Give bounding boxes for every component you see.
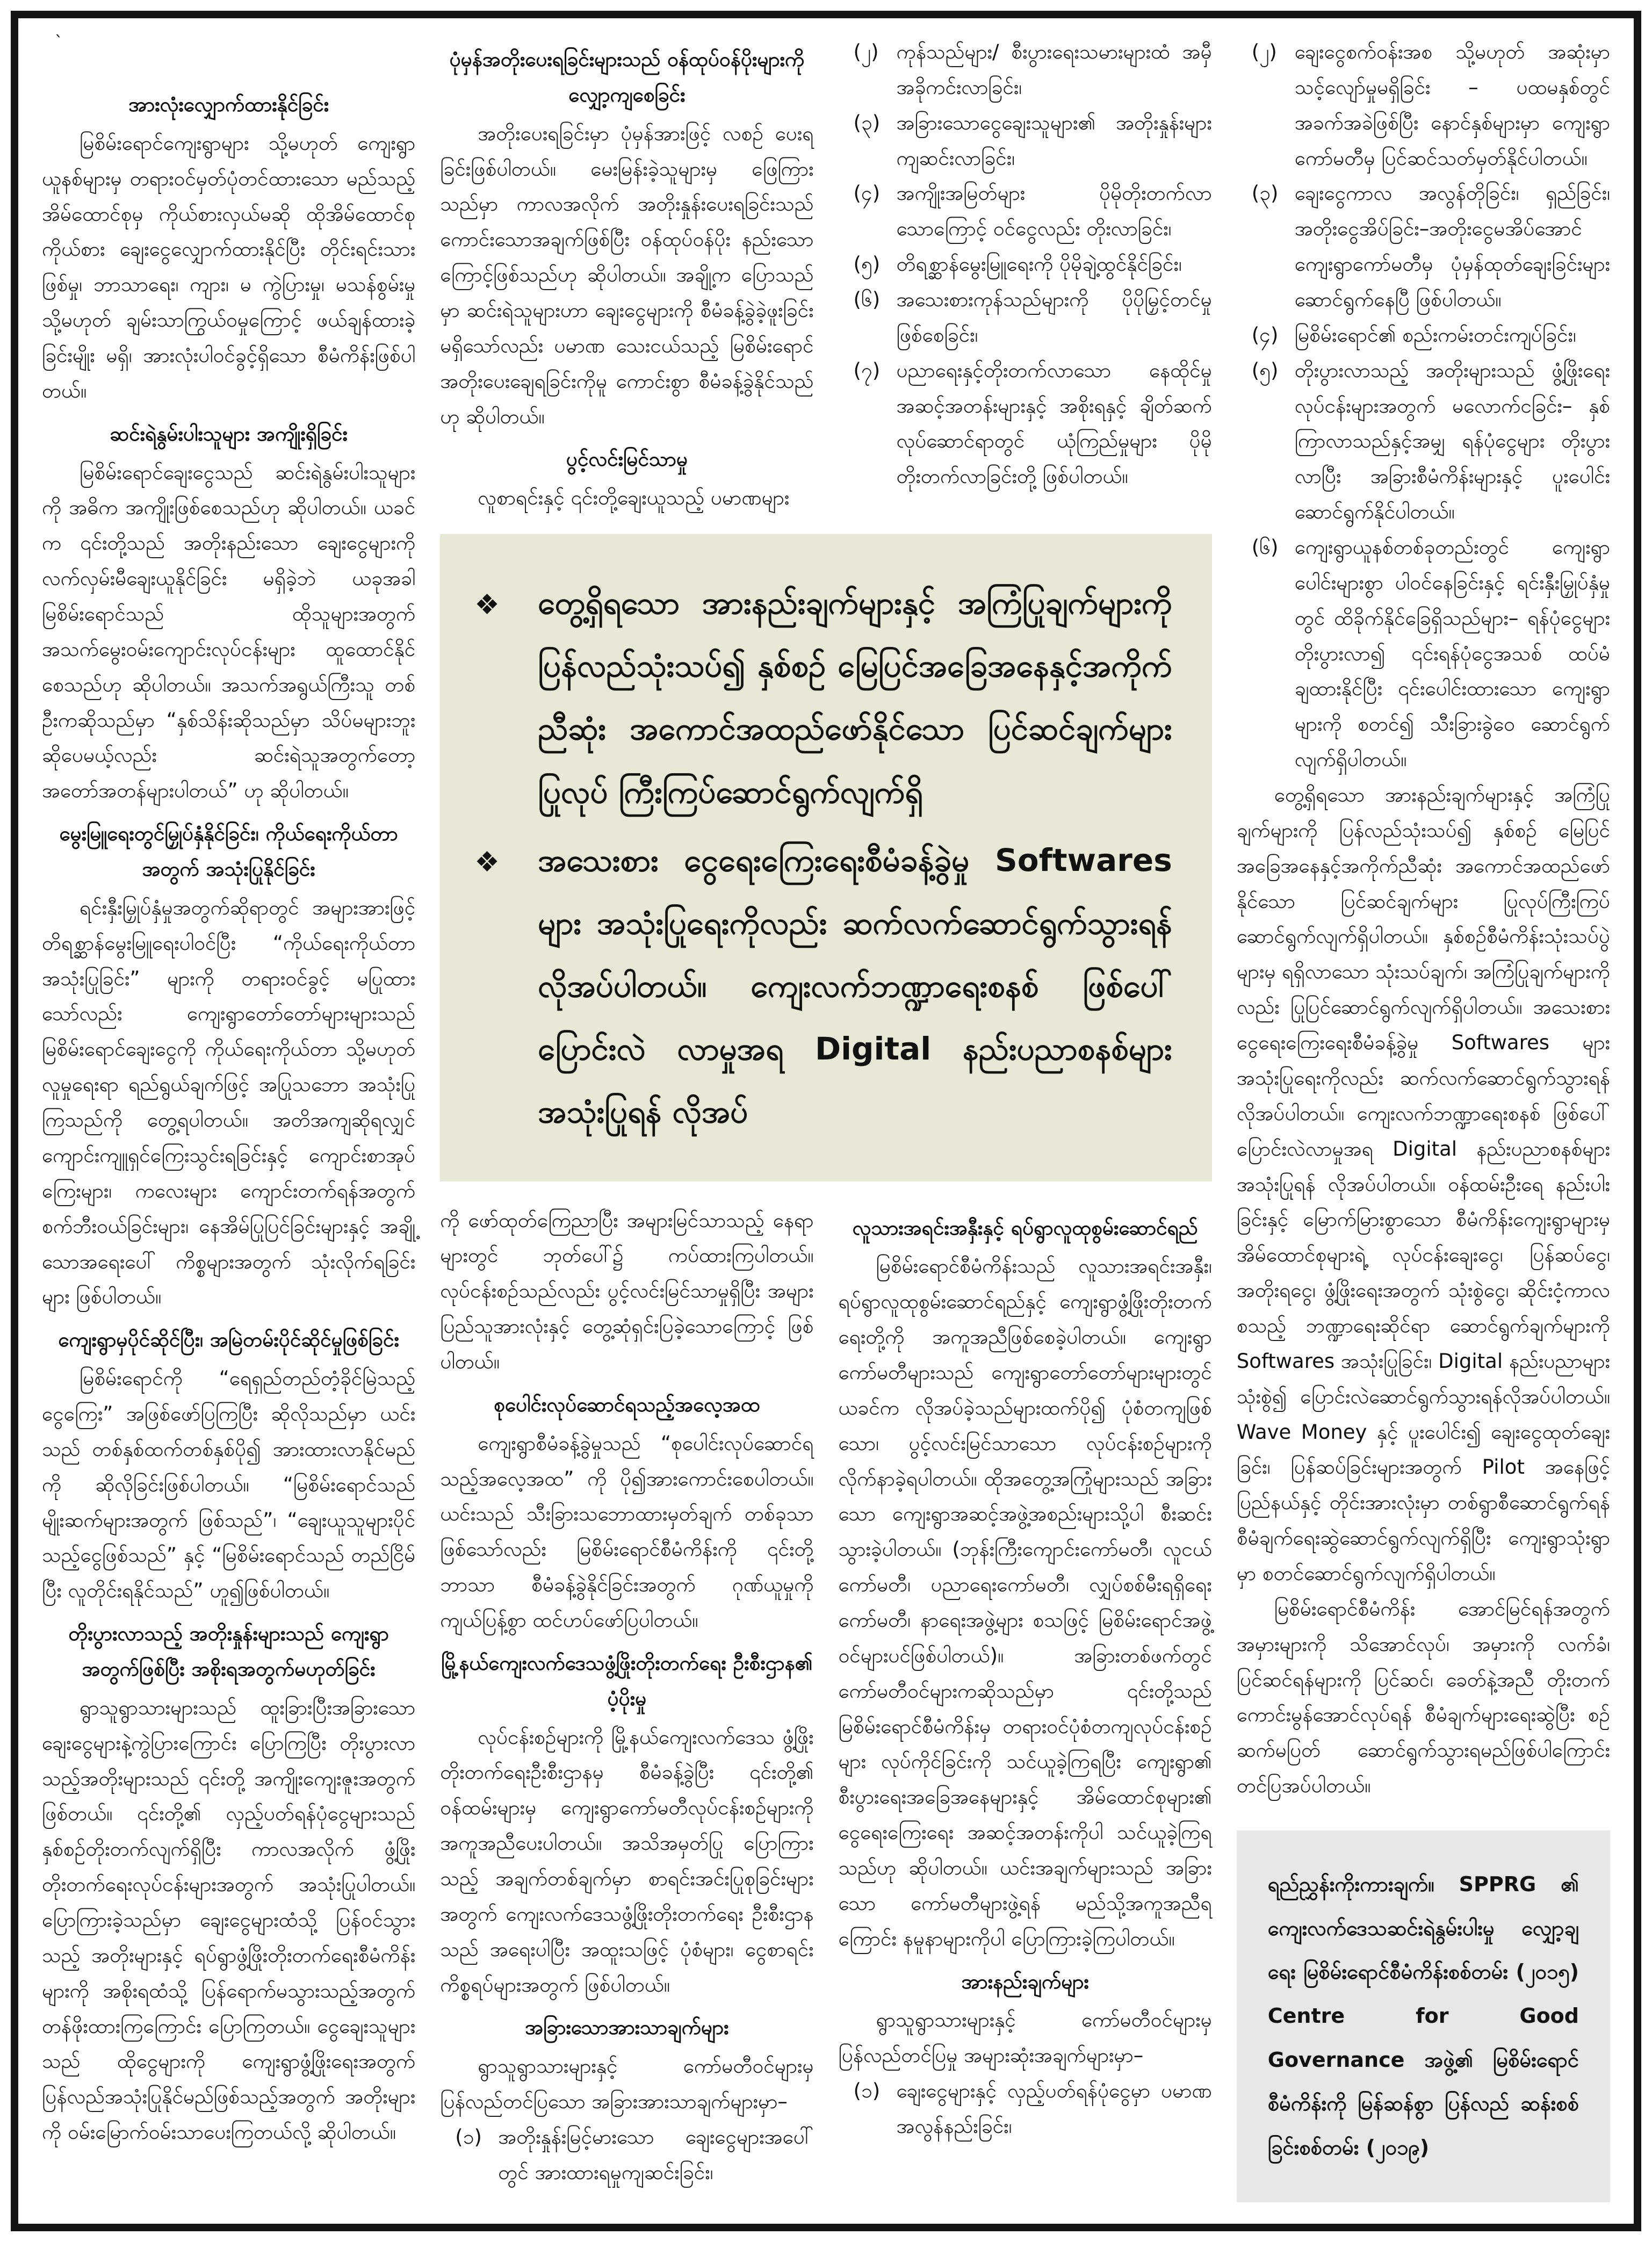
- paragraph: လူစာရင်းနှင့် ၎င်းတို့ချေးယူသည့် ပမာဏများ: [478, 486, 790, 510]
- section-heading: ပုံမှန်အတိုးပေးရခြင်းများသည် ဝန်ထုပ်ဝန်ပိုးများကို လျှော့ကျစေခြင်း: [449, 48, 805, 106]
- list-item-number: (၁): [455, 2125, 482, 2149]
- list-item-text: ချေးငွေကာလ အလွန်တိုခြင်း၊ ရှည်ခြင်း၊ အတိုးငွေအိပ်ခြင်း–အတိုးငွေမအိပ်အောင် ကျေးရွာကော်မတီမှ ပုံမှန်ထုတ်ချေးခြင်းများ ဆောင်ရွက်နေပြီ ဖြစ်ပါတယ်။: [1294, 182, 1610, 312]
- list-item-number: (၂): [1251, 40, 1277, 63]
- list-item: [1237, 530, 1610, 777]
- list-item: [839, 176, 1212, 247]
- section-heading: ဆင်းရဲနွမ်းပါးသူများ အကျိုးရှိခြင်း: [110, 422, 348, 445]
- paragraph: ရွာသူရွာသားများနှင့် ကော်မတီဝင်များမှ ပြန်လည်တင်ပြသော အခြားအားသာချက်များမှာ–: [440, 2054, 814, 2114]
- list-item-number: (၄): [853, 182, 881, 205]
- column-3-bottom: [839, 1203, 1212, 2202]
- list-item-number: (၃): [853, 111, 881, 134]
- list-item: [1237, 318, 1610, 353]
- list-item-text: ကျေးရွာယူနစ်တစ်ခုတည်းတွင် ကျေးရွာပေါင်းများစွာ ပါဝင်နေခြင်းနှင့် ရင်းနှီးမြှုပ်နှံမှုတွင် ထိခိုက်နိုင်ခြေရှိသည်များ– ရန်ပုံငွေများ တိုးပွားလာ၍ ၎င်းရန်ပုံငွေအသစ် ထပ်မံချထားနိုင်ပြီး ၎င်းပေါင်းထားသော ကျေးရွာများကို စတင်၍ သီးခြားခွဲဝေ ဆောင်ရွက်လျက်ရှိပါတယ်။: [1294, 536, 1610, 772]
- list-item-number: (၄): [1251, 323, 1279, 347]
- list-item: [839, 353, 1212, 494]
- list-item: [839, 247, 1212, 282]
- paragraph: မြစိမ်းရောင်ကျေးရွာများ သို့မဟုတ် ကျေးရွာယူနစ်များမှ တရားဝင်မှတ်ပုံတင်ထားသော မည်သည့်အိမ်ထောင်စုမှ ကိုယ်စားလှယ်မဆို ထိုအိမ်ထောင်စုကိုယ်စား ချေးငွေလျှောက်ထားနိုင်ပြီး တိုင်းရင်းသားဖြစ်မှု၊ ဘာသာရေး၊ ကျား၊ မ ကွဲပြားမှု၊ မသန်စွမ်းမှု သို့မဟုတ် ချမ်းသာကြွယ်ဝမှုကြောင့် ဖယ်ချန်ထားခဲ့ခြင်းမျိုး မရှိ၊ အားလုံးပါဝင်ခွင့်ရှိသော စီမံကိန်းဖြစ်ပါတယ်။: [42, 131, 416, 402]
- column-2-top: [440, 34, 813, 516]
- diamond-bullet-icon: ❖: [474, 589, 500, 622]
- newspaper-page: [11, 11, 1641, 2231]
- list-item: [1237, 176, 1610, 317]
- list-item-text: အသေးစားကုန်သည်များကို ပိုပိုမြှင့်တင်မှု ဖြစ်စေခြင်း၊: [896, 288, 1212, 347]
- list-item: [1237, 34, 1610, 176]
- section-heading: ပွင့်လင်းမြင်သာမှု: [566, 448, 688, 471]
- section-heading: လူသားအရင်းအနှီးနှင့် ရပ်ရွာလူထုစွမ်းဆောင်ရည်: [852, 1216, 1198, 1239]
- list-item-number: (၆): [853, 288, 881, 312]
- section-heading: အခြားသောအားသာချက်များ: [525, 2016, 729, 2039]
- column-4: [1237, 34, 1610, 2202]
- section-heading: တိုးပွားလာသည့် အတိုးနှုန်းများသည် ကျေးရွာအတွက်ဖြစ်ပြီး အစိုးရအတွက်မဟုတ်ခြင်း: [68, 1622, 389, 1681]
- four-column-layout: [42, 34, 1610, 2202]
- list-item: [1237, 353, 1610, 530]
- list-item-text: ချေးငွေများနှင့် လှည့်ပတ်ရန်ပုံငွေမှာ ပမာဏအလွန်နည်းခြင်း၊: [896, 2079, 1212, 2138]
- diamond-bullet-icon: ❖: [474, 846, 500, 878]
- list-item-number: (၅): [853, 253, 881, 276]
- list-item: [839, 2073, 1212, 2144]
- paragraph: အတိုးပေးရခြင်းမှာ ပုံမှန်အားဖြင့် လစဉ် ပေးရခြင်းဖြစ်ပါတယ်။ မေးမြန်းခဲ့သူများမှ ဖြေကြားသည်မှာ ကာလအလိုက် အတိုးနှုန်းပေးရခြင်းသည် ကောင်းသောအချက်ဖြစ်ပြီး ဝန်ထုပ်ဝန်ပိုး နည်းသောကြောင့်ဖြစ်သည်ဟု ဆိုပါတယ်။ အချို့က ပြောသည်မှာ ဆင်းရဲသူများဟာ ချေးငွေများကို စီမံခန့်ခွဲခဲ့ဖူးခြင်းမရှိသော်လည်း ပမာဏ သေးငယ်သည့် မြစိမ်းရောင် အတိုးပေးချေရခြင်းကိုမူ ကောင်းစွာ စီမံခန့်ခွဲနိုင်သည်ဟု ဆိုပါတယ်။: [440, 121, 814, 428]
- list-item: [440, 2120, 813, 2190]
- list-item-text: အခြားသောငွေချေးသူများ၏ အတိုးနှုန်းများကျဆင်းလာခြင်း၊: [896, 111, 1212, 170]
- section-heading: မြို့နယ်ကျေးလက်ဒေသဖွံ့ဖြိုးတိုးတက်ရေး ဦးစီးဌာန၏ ပံ့ပိုးမှု: [441, 1651, 813, 1710]
- paragraph: ရွာသူရွာသားများနှင့် ကော်မတီဝင်များမှ ပြန်လည်တင်ပြမှု အများဆုံးအချက်များမှာ–: [838, 2008, 1212, 2067]
- list-item: [839, 105, 1212, 176]
- section-heading: စုပေါင်းလုပ်ဆောင်ရသည့်အလေ့အထ: [494, 1393, 760, 1416]
- section-heading: မွေးမြူရေးတွင်မြှုပ်နှံနိုင်ခြင်း၊ ကိုယ်ရေးကိုယ်တာအတွက် အသုံးပြုနိုင်ခြင်း: [59, 822, 398, 881]
- section-heading: ကျေးရွာမှပိုင်ဆိုင်ပြီး၊ အမြဲတမ်းပိုင်ဆိုင်မှုဖြစ်ခြင်း: [58, 1328, 399, 1352]
- list-item: [839, 282, 1212, 353]
- paragraph-continuation: ကို ဖော်ထုတ်ကြေညာပြီး အများမြင်သာသည့် နေရာများတွင် ဘုတ်ပေါ်၌ ကပ်ထားကြပါတယ်။ လုပ်ငန်းစဉ်သည်လည်း ပွင့်လင်းမြင်သာမှုရှိပြီး အများပြည်သူအားလုံးနှင့် တွေ့ဆုံရှင်းပြခဲ့သောကြောင့် ဖြစ်ပါတယ်။: [440, 1208, 814, 1374]
- column-2-bottom: [440, 1203, 813, 2202]
- box-bullet-text: အသေးစား ငွေရေးကြေးရေးစီမံခန့်ခွဲမှု Softwares များ အသုံးပြုရေးကိုလည်း ဆက်လက်ဆောင်ရွက်သွားရန် လိုအပ်ပါတယ်။ ကျေးလက်ဘဏ္ဍာရေးစနစ် ဖြစ်ပေါ်ပြောင်းလဲ လာမှုအရ Digital နည်းပညာစနစ်များ အသုံးပြုရန် လိုအပ်: [538, 841, 1172, 1130]
- list-item-number: (၁): [853, 2079, 881, 2103]
- paragraph: မြစိမ်းရောင်ချေးငွေသည် ဆင်းရဲနွမ်းပါးသူများကို အဓိက အကျိုးဖြစ်စေသည်ဟု ဆိုပါတယ်။ ယခင်က ၎င်းတို့သည် အတိုးနည်းသော ချေးငွေများကို လက်လှမ်းမီချေးယူနိုင်ခြင်း မရှိခဲ့ဘဲ ယခုအခါမြစိမ်းရောင်သည် ထိုသူများအတွက် အသက်မွေးဝမ်းကျောင်းလုပ်ငန်းများ ထူထောင်နိုင်စေသည်ဟု ဆိုပါတယ်။ အသက်အရွယ်ကြီးသူ တစ်ဦးကဆိုသည်မှာ “နှစ်သိန်းဆိုသည်မှာ သိပ်မများဘူးဆိုပေမယ့်လည်း ဆင်းရဲသူအတွက်တော့ အတော်အတန်များပါတယ်” ဟု ဆိုပါတယ်။: [42, 460, 416, 803]
- highlight-box: [440, 534, 1212, 1181]
- list-item-text: အကျိုးအမြတ်များ ပိုမိုတိုးတက်လာသောကြောင့် ဝင်ငွေလည်း တိုးလာခြင်း၊: [896, 182, 1212, 241]
- box-bullet-item: [474, 829, 1172, 1144]
- list-item-number: (၅): [1251, 358, 1279, 382]
- box-bullet-text: တွေ့ရှိရသော အားနည်းချက်များနှင့် အကြံပြုချက်များကို ပြန်လည်သုံးသပ်၍ နှစ်စဉ် မြေပြင်အခြေအနေနှင့်အကိုက်ညီဆုံး အကောင်အထည်ဖော်နိုင်သော ပြင်ဆင်ချက်များ ပြုလုပ် ကြီးကြပ်ဆောင်ရွက်လျက်ရှိ: [538, 585, 1172, 810]
- column-3-top: [839, 34, 1212, 516]
- list-item-text: ပညာရေးနှင့်တိုးတက်လာသော နေထိုင်မှုအဆင့်အတန်းများနှင့် အစိုးရနှင့် ချိတ်ဆက်လုပ်ဆောင်ရာတွင် ယုံကြည်မှုများ ပိုမိုတိုးတက်လာခြင်းတို့ ဖြစ်ပါတယ်။: [896, 358, 1212, 488]
- list-item-text: မြစိမ်းရောင်၏ စည်းကမ်းတင်းကျပ်ခြင်း၊: [1294, 323, 1576, 347]
- column-4-blocks: [1237, 34, 1610, 1804]
- stray-mark: `: [55, 33, 63, 52]
- list-item-number: (၆): [1251, 536, 1279, 559]
- column-1: [42, 34, 415, 2202]
- paragraph: လုပ်ငန်းစဉ်များကို မြို့နယ်ကျေးလက်ဒေသ ဖွံ့ဖြိုးတိုးတက်ရေးဦးစီးဌာနမှ စီမံခန့်ခွဲပြီး ၎င်းတို့၏ ဝန်ထမ်းများမှ ကျေးရွာကော်မတီလုပ်ငန်းစဉ်များကို အကူအညီပေးပါတယ်။ အသိအမှတ်ပြု ပြောကြားသည့် အချက်တစ်ချက်မှာ စာရင်းအင်းပြုစုခြင်းများအတွက် ကျေးလက်ဒေသဖွံ့ဖြိုးတိုးတက်ရေး ဦးစီးဌာနသည် အရေးပါပြီး အထူးသဖြင့် ပုံစံများ၊ ငွေစာရင်းကိစ္စရပ်များအတွက် ဖြစ်ပါတယ်။: [440, 1725, 814, 1996]
- box-bullet-item: [474, 572, 1172, 824]
- reference-box: ရည်ညွှန်းကိုးကားချက်။ SPPRG ၏ ကျေးလက်ဒေသဆင်းရဲနွမ်းပါးမှု လျှော့ချရေး မြစိမ်းရောင်စီမံကိန်းစစ်တမ်း (၂၀၁၅) Centre for Good Governance အဖွဲ့၏ မြစိမ်းရောင်စီမံကိန်းကို မြန်ဆန်စွာ ပြန်လည် ဆန်းစစ်ခြင်းစစ်တမ်း (၂၀၁၉): [1237, 1830, 1610, 2202]
- list-item-number: (၇): [853, 358, 881, 382]
- section-heading: အားလုံးလျှောက်ထားနိုင်ခြင်း: [128, 93, 329, 116]
- list-item-number: (၃): [1251, 182, 1279, 205]
- paragraph: တွေ့ရှိရသော အားနည်းချက်များနှင့် အကြံပြုချက်များကို ပြန်လည်သုံးသပ်၍ နှစ်စဉ် မြေပြင်အခြေအနေနှင့်အကိုက်ညီဆုံး အကောင်အထည်ဖော်နိုင်သော ပြင်ဆင်ချက်များ ပြုလုပ်ကြီးကြပ်ဆောင်ရွက်လျက်ရှိပါတယ်။ နှစ်စဉ်စီမံကိန်းသုံးသပ်ပွဲများမှ ရရှိလာသော သုံးသပ်ချက်၊ အကြံပြုချက်များကိုလည်း ပြုပြင်ဆောင်ရွက်လျက်ရှိပါတယ်။ အသေးစား ငွေရေးကြေးရေးစီမံခန့်ခွဲမှု Softwares များအသုံးပြုရေးကိုလည်း ဆက်လက်ဆောင်ရွက်သွားရန် လိုအပ်ပါတယ်။ ကျေးလက်ဘဏ္ဍာရေးစနစ် ဖြစ်ပေါ်ပြောင်းလဲလာမှုအရ Digital နည်းပညာစနစ်များ အသုံးပြုရန် လိုအပ်ပါတယ်။ ဝန်ထမ်းဦးရေ နည်းပါးခြင်းနှင့် မြောက်မြားစွာသော စီမံကိန်းကျေးရွာများမှ အိမ်ထောင်စုများရဲ့ လုပ်ငန်းချေးငွေ၊ ပြန်ဆပ်ငွေ၊ အတိုးရငွေ၊ ဖွံ့ဖြိုးရေးအတွက် သုံးစွဲငွေ၊ ဆိုင်းငံ့ကာလ စသည့် ဘဏ္ဍာရေးဆိုင်ရာ ဆောင်ရွက်ချက်များကို Softwares အသုံးပြုခြင်း၊ Digital နည်းပညာများသုံးစွဲ၍ ပြောင်းလဲဆောင်ရွက်သွားရန်လိုအပ်ပါတယ်။ Wave Money နှင့် ပူးပေါင်း၍ ချေးငွေထုတ်ချေးခြင်း၊ ပြန်ဆပ်ခြင်းများအတွက် Pilot အနေဖြင့် ပြည်နယ်နှင့် တိုင်းအားလုံးမှာ တစ်ရွာစီဆောင်ရွက်ရန် စီမံချက်ရေးဆွဲဆောင်ရွက်လျက်ရှိပြီး ကျေးရွာသုံးရွာမှာ စတင်ဆောင်ရွက်လျက်ရှိပါတယ်။: [1236, 783, 1610, 1585]
- list-item: [839, 34, 1212, 105]
- paragraph: မြစိမ်းရောင်စီမံကိန်းသည် လူသားအရင်းအနှီး၊ ရပ်ရွာလူထုစွမ်းဆောင်ရည်နှင့် ကျေးရွာဖွံ့ဖြိုးတိုးတက်ရေးတို့ကို အကူအညီဖြစ်စေခဲ့ပါတယ်။ ကျေးရွာကော်မတီများသည် ကျေးရွာတော်တော်များများတွင် ယခင်က လိုအပ်ခဲ့သည်များထက်ပို၍ ပုံစံတကျဖြစ်သော၊ ပွင့်လင်းမြင်သာသော လုပ်ငန်းစဉ်များကို လိုက်နာခဲ့ရပါတယ်။ ထိုအတွေ့အကြုံများသည် အခြားသော ကျေးရွာအဆင့်အဖွဲ့အစည်းများသို့ပါ စီးဆင်းသွားခဲ့ပါတယ်။ (ဘုန်းကြီးကျောင်းကော်မတီ၊ လူငယ်ကော်မတီ၊ ပညာရေးကော်မတီ၊ လျှပ်စစ်မီးရရှိရေးကော်မတီ၊ နာရေးအဖွဲ့များ စသဖြင့် မြစိမ်းရောင်အဖွဲ့ဝင်များပင်ဖြစ်ပါတယ်)။ အခြားတစ်ဖက်တွင် ကော်မတီဝင်များကဆိုသည်မှာ ၎င်းတို့သည် မြစိမ်းရောင်စီမံကိန်းမှ တရားဝင်ပုံစံတကျလုပ်ငန်းစဉ်များ လုပ်ကိုင်ခြင်းကို သင်ယူခဲ့ကြရပြီး ကျေးရွာ၏ စီးပွားရေးအခြေအနေများနှင့် အိမ်ထောင်စုများ၏ ငွေရေးကြေးရေး အဆင့်အတန်းကိုပါ သင်ယူခဲ့ကြရသည်ဟု ဆိုပါတယ်။ ယင်းအချက်များသည် အခြားသော ကော်မတီများဖွဲ့ရန် မည်သို့အကူအညီရကြောင်း နမူနာများကိုပါ ပြောကြားခဲ့ကြပါတယ်။: [838, 1255, 1212, 1950]
- list-item-text: အတိုးနှုန်းမြင့်မားသော ချေးငွေများအပေါ်တွင် အားထားရမှုကျဆင်းခြင်း၊: [498, 2125, 814, 2184]
- list-item-number: (၂): [853, 40, 879, 63]
- list-item-text: တိုးပွားလာသည့် အတိုးများသည် ဖွံ့ဖြိုးရေးလုပ်ငန်းများအတွက် မလောက်ငခြင်း– နှစ်ကြာလာသည်နှင့်အမျှ ရန်ပုံငွေများ တိုးပွားလာပြီး အခြားစီမံကိန်းများနှင့် ပူးပေါင်းဆောင်ရွက်နိုင်ပါတယ်။: [1294, 358, 1610, 524]
- list-item-text: ကုန်သည်များ/ စီးပွားရေးသမားများထံ အမှီအခိုကင်းလာခြင်း၊: [896, 40, 1212, 99]
- paragraph: ရင်းနှီးမြှုပ်နှံမှုအတွက်ဆိုရာတွင် အများအားဖြင့် တိရစ္ဆာန်မွေးမြူရေးပါဝင်ပြီး “ကိုယ်ရေးကိုယ်တာအသုံးပြုခြင်း” များကို တရားဝင်ခွင့် မပြုထားသော်လည်း ကျေးရွာတော်တော်များများသည် မြစိမ်းရောင်ချေးငွေကို ကိုယ်ရေးကိုယ်တာ သို့မဟုတ် လူမှုရေးရာ ရည်ရွယ်ချက်ဖြင့် အပြုသဘော အသုံးပြုကြသည်ကို တွေ့ရပါတယ်။ အတိအကျဆိုရလျှင် ကျောင်းကျူရှင်ကြေးသွင်းရခြင်းနှင့် ကျောင်းစာအုပ်ကြေးများ၊ ကလေးများ ကျောင်းတက်ရန်အတွက် စက်ဘီးဝယ်ခြင်းများ၊ နေအိမ်ပြုပြင်ခြင်းများနှင့် အချို့သောအရေးပေါ် ကိစ္စများအတွက် သုံးလိုက်ရခြင်းများ ဖြစ်ပါတယ်။: [42, 896, 416, 1309]
- paragraph: ရွာသူရွာသားများသည် ထူးခြားပြီးအခြားသော ချေးငွေများနဲ့ကွဲပြားကြောင်း ပြောကြပြီး တိုးပွားလာသည့်အတိုးများသည် ၎င်းတို့ အကျိုးကျေးဇူးအတွက် ဖြစ်တယ်။ ၎င်းတို့၏ လှည့်ပတ်ရန်ပုံငွေများသည် နှစ်စဉ်တိုးတက်လျက်ရှိပြီး ကာလအလိုက် ဖွံ့ဖြိုးတိုးတက်ရေးလုပ်ငန်းများအတွက် အသုံးပြုပါတယ်။ ပြောကြားခဲ့သည်မှာ ချေးငွေများထံသို့ ပြန်ဝင်သွားသည့် အတိုးများနှင့် ရပ်ရွာဖွံ့ဖြိုးတိုးတက်ရေးစီမံကိန်းများကို အစိုးရထံသို့ ပြန်ရောက်မသွားသည့်အတွက် တန်ဖိုးထားကြကြောင်း ပြောကြတယ်။ ငွေချေးသူများသည် ထိုငွေများကို ကျေးရွာဖွံ့ဖြိုးရေးအတွက် ပြန်လည်အသုံးပြုနိုင်မည်ဖြစ်သည့်အတွက် အတိုးများကို ဝမ်းမြောက်ဝမ်းသာပေးကြတယ်လို့ ဆိုပါတယ်။: [42, 1696, 416, 2144]
- section-heading: အားနည်းချက်များ: [961, 1970, 1089, 1993]
- paragraph: မြစိမ်းရောင်ကို “ရေရှည်တည်တံ့ခိုင်မြဲသည့် ငွေကြေး” အဖြစ်ဖော်ပြကြပြီး ဆိုလိုသည်မှာ ယင်းသည် တစ်နှစ်ထက်တစ်နှစ်ပို၍ အားထားလာနိုင်မည်ကို ဆိုလိုခြင်းဖြစ်ပါတယ်။ “မြစိမ်းရောင်သည် မျိုးဆက်များအတွက် ဖြစ်သည်”၊ “ချေးယူသူများပိုင်သည့်ငွေဖြစ်သည်” နှင့် “မြစိမ်းရောင်သည် တည်ငြိမ်ပြီး လူတိုင်းရနိုင်သည်” ဟူ၍ဖြစ်ပါတယ်။: [42, 1367, 416, 1603]
- list-item-text: တိရစ္ဆာန်မွေးမြူရေးကို ပိုမိုချဲ့ထွင်နိုင်ခြင်း၊: [896, 253, 1182, 276]
- paragraph: မြစိမ်းရောင်စီမံကိန်း အောင်မြင်ရန်အတွက် အမှားများကို သိအောင်လုပ်၊ အမှားကို လက်ခံ၊ ပြင်ဆင်ရန်များကို ပြင်ဆင်၊ ခေတ်နဲ့အညီ တိုးတက်ကောင်းမွန်အောင်လုပ်ရန် စီမံချက်များရေးဆွဲပြီး စဉ်ဆက်မပြတ် ဆောင်ရွက်သွားရမည်ဖြစ်ပါကြောင်း တင်ပြအပ်ပါတယ်။: [1236, 1597, 1610, 1798]
- paragraph: ကျေးရွာစီမံခန့်ခွဲမှုသည် “စုပေါင်းလုပ်ဆောင်ရသည့်အလေ့အထ” ကို ပို၍အားကောင်းစေပါတယ်။ ယင်းသည် သီးခြားသဘောထားမှတ်ချက် တစ်ခုသာ ဖြစ်သော်လည်း မြစိမ်းရောင်စီမံကိန်းကို ၎င်းတို့ဘာသာ စီမံခန့်ခွဲနိုင်ခြင်းအတွက် ဂုဏ်ယူမှုကို ကျယ်ပြန့်စွာ ထင်ဟပ်ဖော်ပြပါတယ်။: [440, 1431, 814, 1632]
- list-item-text: ချေးငွေစက်ဝန်းအစ သို့မဟုတ် အဆုံးမှာ သင့်လျော်မှုမရှိခြင်း – ပထမနှစ်တွင် အခက်အခဲဖြစ်ပြီး နောင်နှစ်များမှာ ကျေးရွာကော်မတီမှ ပြင်ဆင်သတ်မှတ်နိုင်ပါတယ်။: [1294, 40, 1610, 170]
